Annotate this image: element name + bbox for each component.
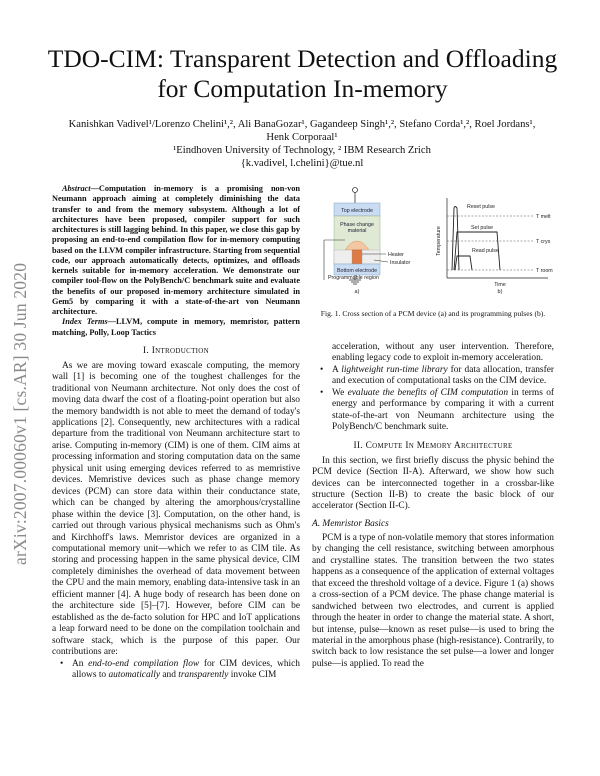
- intro-paragraph: As we are moving toward exascale computing, the memory wall [1] is becoming one of the toughest challenges for the traditional von Neumann architecture. Not only does the cost of moving data dwarf the cost of a floating-point operation but also the memory bandwidth is not able to meet the demand of today's applications [2]. Consequently, new architectures with a radical departure from the traditional von Neumann architecture start to arise. Computing in-memory (CIM) is one of them. CIM aims at processing information and storing computation data on the same physical unit using emerging devices referred to as memristive devices. Memristive devices such as phase change memory devices (PCM) can store data within their conductance state, which can be changed by altering the amorphous/crystalline phase within the device [3]. Computation, on the other hand, is carried out through various physical mechanisms such as Ohm's and Kirchhoff's laws. Memristor devices are organized in a computational memory unit—which we refer to as CIM tile. As storing and processing happen in the same physical device, CIM completely diminishes the overhead of data movement between the CPU and the main memory, enabling data-intensive task in an efficient manner [4]. A huge body of research has been done on the architecture side [5]–[7]. However, before CIM can be established as the de-facto solution for HPC and IoT applications a leap forward need to be done on the compilation toolchain and software stack, which is the purpose of this paper. Our contributions are:: [52, 360, 300, 658]
- section-1-heading: I. Introduction: [143, 345, 209, 356]
- reset-pulse-label: Reset pulse: [467, 204, 495, 210]
- t-crys-label: T crys: [536, 239, 551, 245]
- material-label: material: [347, 228, 367, 234]
- emails: {k.vadivel, l.chelini}@tue.nl: [240, 158, 364, 169]
- temperature-axis-label: Temperature: [436, 226, 442, 256]
- panel-a-label: a): [354, 289, 360, 295]
- t-melt-label: T melt: [536, 214, 551, 220]
- insulator-right: [362, 250, 380, 264]
- heater-label: Heater: [388, 252, 404, 258]
- contribution-item: • An end-to-end compilation flow for CIM devices, which allows to automatically and transparently invoke CIM: [52, 659, 300, 682]
- contribution-continued: acceleration, without any user intervention. Therefore, enabling legacy code to exploit in-memory acceleration.: [332, 342, 554, 364]
- abstract-label: Abstract: [62, 184, 91, 193]
- right-column: [312, 342, 554, 670]
- subsection-a-heading: A. Memristor Basics: [312, 518, 389, 529]
- affiliation: ¹Eindhoven University of Technology, ² IBM Research Zrich: [173, 145, 431, 156]
- contribution-item: • A lightweight run-time library for data allocation, transfer and execution of computational tasks on the CIM device.: [312, 365, 554, 388]
- panel-b-label: b): [497, 289, 503, 295]
- top-electrode-label: Top electrode: [341, 208, 373, 214]
- t-room-label: T room: [536, 268, 553, 274]
- top-terminal-icon: [353, 188, 358, 193]
- figure-1: [312, 186, 554, 306]
- abstract-text: —Computation in-memory is a promising non-von Neumann approach aiming at completely diminishing the data transfer to and from the memory subsystem. Although a lot of architectures have been proposed, compiler support for such architectures is still lagging behind. In this paper, we close this gap by proposing an end-to-end compilation flow for in-memory computing based on the LLVM compiler infrastructure. Starting from sequential code, our approach automatically detects, optimizes, and offloads kernels suitable for in-memory acceleration. We demonstrate our compiler tool-flow on the PolyBench/C benchmark suite and evaluate the benefits of our proposed in-memory architecture simulated in Gem5 by comparing it with a state-of-the-art von Neumann architecture.: [52, 184, 300, 316]
- read-pulse-curve: [455, 256, 472, 270]
- title-line-1: TDO-CIM: Transparent Detection and Offloading: [47, 44, 558, 73]
- section-2-heading: II. Compute In Memory Architecture: [353, 440, 513, 451]
- phase-change-label: Phase change: [340, 222, 374, 228]
- time-axis-label: Time: [494, 282, 506, 288]
- contribution-item: • We evaluate the benefits of CIM computation in terms of energy and performance by comparing it with a current state-of-the-art von Neumann architecture using the PolyBench/C benchmark suite.: [312, 388, 554, 434]
- index-terms: [52, 317, 300, 338]
- pcm-figure: [312, 186, 554, 302]
- arxiv-stamp-text: arXiv:2007.00060v1 [cs.AR] 30 Jun 2020: [10, 262, 30, 565]
- contributions-list-left: [52, 659, 300, 682]
- section-2-paragraph: In this section, we first briefly discuss the physic behind the PCM device (Section II-A). Afterward, we show how such devices can be interconnected together in a crossbar-like structure (Section II-B) to create the basic block of our accelerator (Section II-C).: [312, 455, 554, 512]
- heater-rect: [352, 250, 362, 264]
- abstract: [52, 184, 300, 317]
- bottom-electrode-label: Bottom electrode: [336, 268, 378, 274]
- set-pulse-label: Set pulse: [471, 225, 494, 231]
- index-terms-label: Index Terms: [62, 317, 108, 327]
- figure-caption: Fig. 1. Cross section of a PCM device (a) and its programming pulses (b).: [320, 309, 546, 318]
- authors-line-2: Henk Corporaal¹: [266, 132, 338, 143]
- authors-line-1: Kanishkan Vadivel¹/Lorenzo Chelini¹,², Ali BanaGozar¹, Gagandeep Singh¹,², Stefano Corda¹,², Roel Jordans¹,: [68, 119, 536, 130]
- title-line-2: for Computation In-memory: [157, 74, 448, 103]
- memristor-basics-paragraph: PCM is a type of non-volatile memory that stores information by changing the cell resistance, switching between amorphous and crystalline states. The transition between the two states happens as a consequence of the application of external voltages that exceed the threshold voltage of a device. Figure 1 (a) shows a cross-section of a PCM device. The phase change material is sandwiched between two electrodes, and current is applied through the heater in order to change the material state. A short, but intense, pulse—known as reset pulse—is used to bring the material in the amorphous phase (high-resistance). Contrarily, to switch back to low resistance the set pulse—a lower and longer pulse—is applied. To read the: [312, 532, 554, 669]
- contributions-list-right: [312, 365, 554, 434]
- left-column: [52, 184, 300, 681]
- insulator-left: [334, 250, 352, 264]
- programmable-region-label: Programmable region: [328, 275, 379, 281]
- arxiv-stamp: [10, 205, 30, 565]
- author-block: [34, 118, 570, 170]
- index-terms-text: —LLVM, compute in memory, memristor, pattern matching, Polly, Loop Tactics: [52, 317, 300, 337]
- insulator-label: Insulator: [390, 260, 411, 266]
- read-pulse-label: Read pulse: [472, 248, 499, 254]
- paper-title: [40, 44, 565, 104]
